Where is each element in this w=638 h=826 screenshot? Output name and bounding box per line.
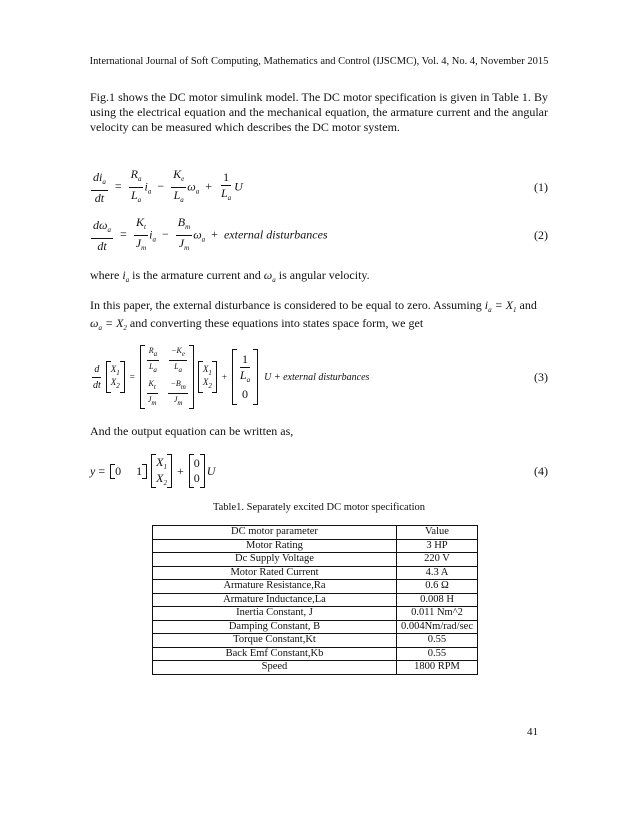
- eq1-lhs: [91, 171, 108, 205]
- eq2-number: (2): [534, 228, 548, 242]
- eq1-t1-num: R: [130, 167, 138, 181]
- table-cell-parameter: Back Emf Constant,Kb: [153, 647, 397, 661]
- eq1-t1-var: i: [144, 179, 148, 194]
- where-var2: ω: [263, 268, 273, 282]
- where-line: [90, 268, 548, 288]
- table-header-row: [153, 526, 478, 540]
- equation-3: $\frac{d}{dt}$ $X_1$ $X_2$ = $\frac{Ra}{La}$ $\frac{-Ke}{La}$ $\frac{Kt}{Jm}$ $\frac{-Bm}{Jm}$ $X_1$ $X_2$ + $\frac{1}{L_a}$ 0 U + external disturbances (3): [93, 346, 548, 407]
- table-row: [153, 553, 478, 567]
- where-var1: i: [122, 268, 126, 282]
- eq3-m22-den-sub: m: [177, 399, 183, 407]
- eq3-number: (3): [534, 370, 548, 384]
- eq1-t2-var-sub: a: [195, 187, 200, 196]
- eq1-t1-num-sub: a: [137, 175, 142, 183]
- where-var1-sub: a: [125, 276, 130, 284]
- table-row: [153, 580, 478, 594]
- eq3-x1-rhs-sub: 1: [208, 369, 212, 377]
- eq1-t2-den: L: [173, 188, 181, 202]
- eq3-b2: 0: [242, 386, 249, 401]
- eq4-x1: X: [156, 455, 164, 469]
- eq4-d2: 0: [193, 471, 200, 485]
- equation-1: $\frac{di_a}{dt}$ = $\frac{R_a}{L_a}$ $i_a$ − $\frac{K_e}{L_a}$ $\omega_a$ + $\frac{1}{L_a}$ U (1): [90, 168, 548, 216]
- table-row: [153, 647, 478, 661]
- table-cell-value: 220 V: [396, 553, 477, 567]
- eq1-term2: [171, 168, 186, 207]
- assume1-sub: a: [488, 306, 492, 314]
- eq3-m12-den-sub: a: [178, 366, 183, 374]
- eq3-m11-den-sub: a: [153, 366, 157, 374]
- eq2-t2-var: ω: [193, 227, 202, 242]
- eq4-x1-sub: 1: [163, 463, 167, 471]
- table-cell-parameter: Armature Inductance,La: [153, 593, 397, 607]
- eq1-term3: [219, 171, 233, 205]
- eq1-t2-num: K: [173, 167, 182, 181]
- eq2-lhs-den: dt: [97, 238, 107, 253]
- eq3-x2-sub: 2: [116, 382, 120, 390]
- eq3-tail: U + external disturbances: [264, 371, 370, 383]
- eq1-term1: [129, 168, 144, 207]
- assume1-rhs-sub: 1: [513, 306, 517, 314]
- eq3-x2-rhs: X: [202, 377, 209, 387]
- states-paragraph-line2: [90, 316, 548, 336]
- eq3-x2-rhs-sub: 2: [208, 382, 212, 390]
- eq1-t3-var: U: [234, 179, 243, 194]
- table-cell-parameter: Dc Supply Voltage: [153, 553, 397, 567]
- table-cell-value: 1800 RPM: [396, 661, 477, 675]
- table-cell-value: 0.008 H: [396, 593, 477, 607]
- table-cell-parameter: Inertia Constant, J: [153, 607, 397, 621]
- eq3-state-vector: [106, 361, 125, 393]
- table-row: [153, 593, 478, 607]
- table-cell-value: 3 HP: [396, 539, 477, 553]
- running-head: International Journal of Soft Computing, Mathematics and Control (IJSCMC), Vol. 4, No. 4, November 2015: [89, 56, 549, 67]
- eq2-t1-num-sub: t: [143, 223, 146, 231]
- eq3-m22-num-sub: m: [180, 383, 186, 391]
- states-paragraph: [90, 298, 548, 318]
- eq2-t2-den: J: [178, 236, 185, 250]
- table-cell-parameter: Motor Rating: [153, 539, 397, 553]
- table-cell-value: 0.55: [396, 634, 477, 648]
- eq1-lhs-num: di: [93, 169, 103, 184]
- eq2-t2-num-sub: m: [185, 223, 191, 231]
- eq3-b1-den-sub: a: [246, 375, 251, 384]
- where-post: is angular velocity.: [278, 268, 370, 282]
- eq3-m21-den-sub: m: [151, 399, 157, 407]
- table-cell-parameter: Armature Resistance,Ra: [153, 580, 397, 594]
- table-header-value: Value: [396, 526, 477, 540]
- eq1-t2-den-sub: a: [180, 196, 184, 204]
- where-pre: where: [90, 268, 120, 282]
- table-cell-value: 0.55: [396, 647, 477, 661]
- eq2-t2-num: B: [177, 215, 186, 229]
- eq1-t1-den: L: [130, 188, 138, 202]
- assume1-rhs: = X: [494, 298, 514, 312]
- table-cell-parameter: Torque Constant,Kt: [153, 634, 397, 648]
- eq3-m11-num-sub: a: [153, 350, 158, 358]
- eq3-m22-den: J: [173, 395, 178, 404]
- assume2-rhs: = X: [104, 316, 124, 330]
- eq1-t1-var-sub: a: [147, 187, 152, 196]
- table-row: [153, 661, 478, 675]
- eq3-m12-den: L: [174, 362, 179, 371]
- equation-2: $\frac{d\omega_a}{dt}$ = $\frac{K_t}{J_m}$ $i_a$ − $\frac{B_m}{J_m}$ $\omega_a$ + external disturbances (2): [90, 216, 548, 264]
- table-cell-value: 0.6 Ω: [396, 580, 477, 594]
- eq3-m11-num: R: [148, 346, 154, 355]
- eq1-t3-den-sub: a: [227, 193, 232, 202]
- eq3-x1-sub: 1: [116, 369, 120, 377]
- eq4-feedthrough-vector: [189, 454, 205, 488]
- eq3-system-matrix: [140, 345, 194, 409]
- eq2-t1-den-sub: m: [141, 244, 147, 252]
- page-number: 41: [527, 726, 538, 738]
- intro-paragraph: Fig.1 shows the DC motor simulink model. The DC motor specification is given in Table 1. By using the electrical equation and the mechanical equation, the armature current and the angular velocity can be measured which describes the DC motor system.: [90, 90, 548, 134]
- where-var2-sub: a: [272, 276, 276, 284]
- eq3-m21-den: J: [147, 395, 152, 404]
- eq3-x1: X: [110, 364, 117, 374]
- table-row: [153, 566, 478, 580]
- eq3-lhs-den: dt: [93, 379, 101, 391]
- eq3-m21-num: K: [148, 379, 154, 388]
- eq2-t2-var-sub: a: [201, 235, 206, 244]
- table-cell-value: 0.011 Nm^2: [396, 607, 477, 621]
- table-cell-value: 0.004Nm/rad/sec: [396, 620, 477, 634]
- eq3-lhs-num: d: [92, 363, 101, 378]
- eq3-input-vector: [232, 349, 258, 405]
- eq2-t1-var: i: [149, 227, 153, 242]
- eq4-c-row: 0 1: [115, 463, 143, 478]
- table-row: [153, 539, 478, 553]
- eq3-m12-num-sub: e: [181, 350, 185, 358]
- eq3-b1-den: L: [239, 367, 247, 382]
- table-header-parameter: DC motor parameter: [153, 526, 397, 540]
- eq2-t1-den: J: [135, 236, 142, 250]
- table-row: [153, 620, 478, 634]
- assume2-rhs-sub: 2: [123, 324, 127, 332]
- eq2-lhs-num: dω: [93, 217, 108, 232]
- eq1-number: (1): [534, 180, 548, 194]
- eq4-number: (4): [534, 464, 548, 478]
- eq4-x2: X: [156, 471, 164, 485]
- eq3-m21-num-sub: t: [153, 383, 156, 391]
- equation-4: y = 0 1 $X_1$ $X_2$ + 0 0 U (4): [90, 455, 548, 487]
- eq4-x2-sub: 2: [163, 479, 167, 487]
- eq3-b1-num: 1: [242, 351, 249, 366]
- output-line: And the output equation can be written as,: [90, 424, 294, 438]
- eq3-lhs: [91, 363, 103, 392]
- eq1-lhs-sub: a: [102, 177, 106, 186]
- table-caption: Table1. Separately excited DC motor specification: [212, 502, 426, 513]
- eq3-m11-den: L: [148, 362, 154, 371]
- eq3-m12-num: −K: [171, 346, 182, 355]
- table-row: [153, 607, 478, 621]
- eq1-t3-den: L: [220, 185, 228, 200]
- table-cell-parameter: Damping Constant, B: [153, 620, 397, 634]
- eq3-state-vector-rhs: [198, 361, 217, 393]
- eq2-t1-num: K: [135, 215, 144, 229]
- states-line2: and converting these equations into states space form, we get: [129, 316, 424, 330]
- eq4-output-matrix: [110, 464, 147, 479]
- dc-motor-spec-table: [152, 525, 478, 675]
- eq2-term1: [134, 216, 148, 255]
- states-line1: In this paper, the external disturbance is considered to be equal to zero. Assuming: [90, 298, 482, 312]
- where-mid: is the armature current and: [132, 268, 261, 282]
- assume2-sub: a: [98, 324, 102, 332]
- eq1-t3-num: 1: [223, 169, 230, 184]
- assume1: i: [484, 298, 489, 312]
- eq2-tail: external disturbances: [223, 227, 328, 242]
- eq1-lhs-den: dt: [94, 190, 105, 205]
- eq4-lhs: y: [90, 463, 96, 478]
- eq3-x1-rhs: X: [202, 364, 209, 374]
- eq2-t2-den-sub: m: [184, 244, 190, 252]
- table-cell-parameter: Speed: [153, 661, 397, 675]
- eq1-t1-den-sub: a: [137, 196, 142, 204]
- eq3-x2: X: [110, 377, 117, 387]
- table-row: [153, 634, 478, 648]
- eq2-term2: [176, 216, 192, 255]
- table-cell-value: 4.3 A: [396, 566, 477, 580]
- eq4-d1: 0: [193, 456, 200, 470]
- eq2-lhs: [91, 219, 113, 253]
- eq4-tail: U: [206, 463, 216, 478]
- eq2-t1-var-sub: a: [152, 235, 156, 244]
- eq1-t2-var: ω: [187, 179, 196, 194]
- eq2-lhs-sub: a: [107, 225, 111, 234]
- eq4-state-vector: [151, 454, 172, 488]
- eq3-m22-num: −B: [170, 379, 181, 388]
- table-cell-parameter: Motor Rated Current: [153, 566, 397, 580]
- states-and: and: [519, 298, 537, 312]
- assume2: ω: [90, 316, 99, 330]
- eq1-t2-num-sub: e: [181, 175, 185, 183]
